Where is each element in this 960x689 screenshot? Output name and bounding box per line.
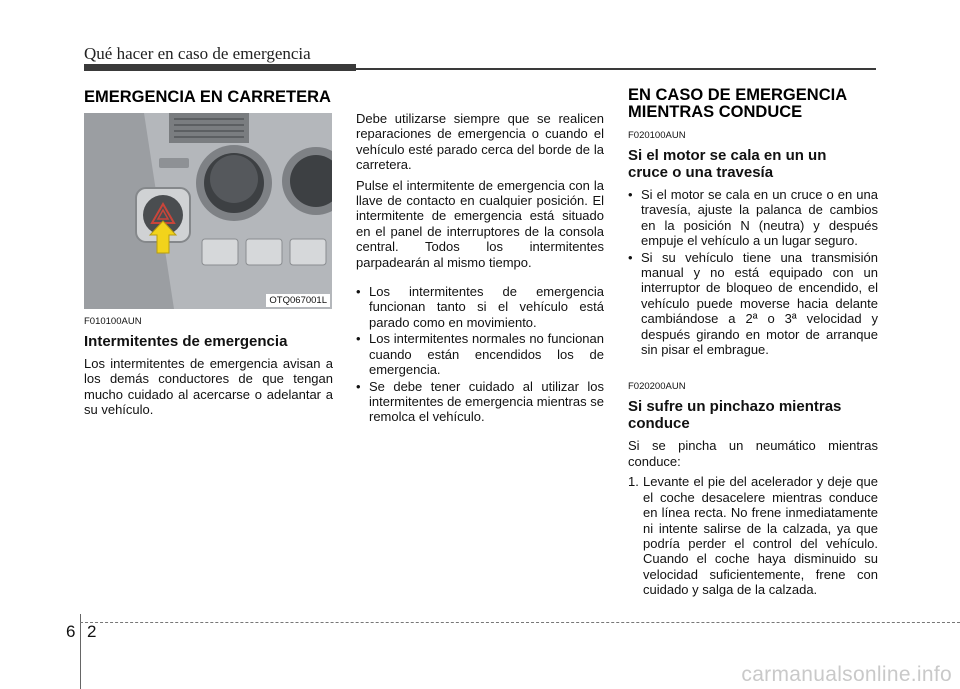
hazard-switch-photo [84, 113, 332, 309]
step-number: 1. [628, 474, 639, 490]
list-item [628, 474, 878, 597]
footer-divider [80, 614, 81, 689]
subsection-heading: Intermitentes de emergencia [84, 333, 288, 350]
section-code: F020100AUN [628, 130, 686, 141]
body-paragraph: Debe utilizarse siempre que se realicen reparaciones de emergencia o cuando el vehículo esté parado cerca del borde de la carretera. [356, 111, 604, 173]
middle-column-text [356, 111, 604, 426]
section-code: F020200AUN [628, 381, 686, 393]
heading-line: Si el motor se cala en un un [628, 147, 827, 164]
numbered-list [628, 474, 878, 597]
section-title-right [628, 87, 847, 121]
dashboard-illustration [84, 113, 332, 309]
right-column-text [628, 130, 878, 598]
body-paragraph: Los intermitentes de emergencia avisan a los demás conductores de que tengan mucho cuidado al acercarse o adelantar a su vehículo. [84, 356, 333, 418]
bullet-list [356, 284, 604, 425]
header-rule [356, 68, 876, 70]
heading-line: cruce o una travesía [628, 164, 774, 181]
heading-line: conduce [628, 415, 690, 433]
list-item: • Los intermitentes de emergencia funcionan tanto si el vehículo está parado como en movimiento. [356, 284, 604, 330]
subsection-heading [628, 398, 878, 432]
subsection-heading [628, 147, 878, 181]
step-text: Levante el pie del acelerador y deje que el coche desacelere mientras conduce en línea recta. No frene inmediatamente ni intente salirse de la calzada, ya que podría perder el control del vehículo. Cuando el coche haya disminuido su velocidad suficientemente, frene con cuidado y salga de la calzada. [643, 474, 878, 598]
left-column-text [84, 316, 333, 423]
page-header-title: Qué hacer en caso de emergencia [84, 44, 311, 63]
page-number: 2 [87, 622, 97, 641]
list-item: • Si el motor se cala en un cruce o en una travesía, ajuste la palanca de cambios en la posición N (neutra) y después empuje el vehículo a un lugar seguro. [628, 187, 878, 249]
section-title-line: EN CASO DE EMERGENCIA [628, 86, 848, 104]
footer-rule [80, 622, 960, 623]
list-item: • Se debe tener cuidado al utilizar los intermitentes de emergencia mientras se remolca el vehículo. [356, 379, 604, 425]
body-paragraph: Pulse el intermitente de emergencia con la llave de contacto en cualquier posición. El intermitente de emergencia está situado en el panel de interruptores de la consola central. Todos los intermitentes parpadearán al mismo tiempo. [356, 177, 604, 270]
body-paragraph: Si se pincha un neumático mientras conduce: [628, 438, 878, 469]
bullet-list [628, 187, 878, 357]
section-title-line: MIENTRAS CONDUCE [628, 103, 803, 121]
list-item: • Los intermitentes normales no funcionan cuando están encendidos los de emergencia. [356, 331, 604, 377]
watermark: carmanualsonline.info [741, 663, 952, 686]
photo-code-label: OTQ067001L [266, 294, 330, 307]
list-item: • Si su vehículo tiene una transmisión manual y no está equipado con un interruptor de bloqueo de encendido, el vehículo puede moverse hacia delante cambiándose a 2ª o 3ª velocidad y después girando en motor de arranque sin pisar el embrague. [628, 250, 878, 358]
heading-line: Si sufre un pinchazo mientras [628, 398, 842, 416]
header-bar [84, 64, 356, 71]
section-code: F010100AUN [84, 316, 142, 327]
section-title-left: EMERGENCIA EN CARRETERA [84, 88, 331, 106]
chapter-number: 6 [66, 622, 76, 641]
